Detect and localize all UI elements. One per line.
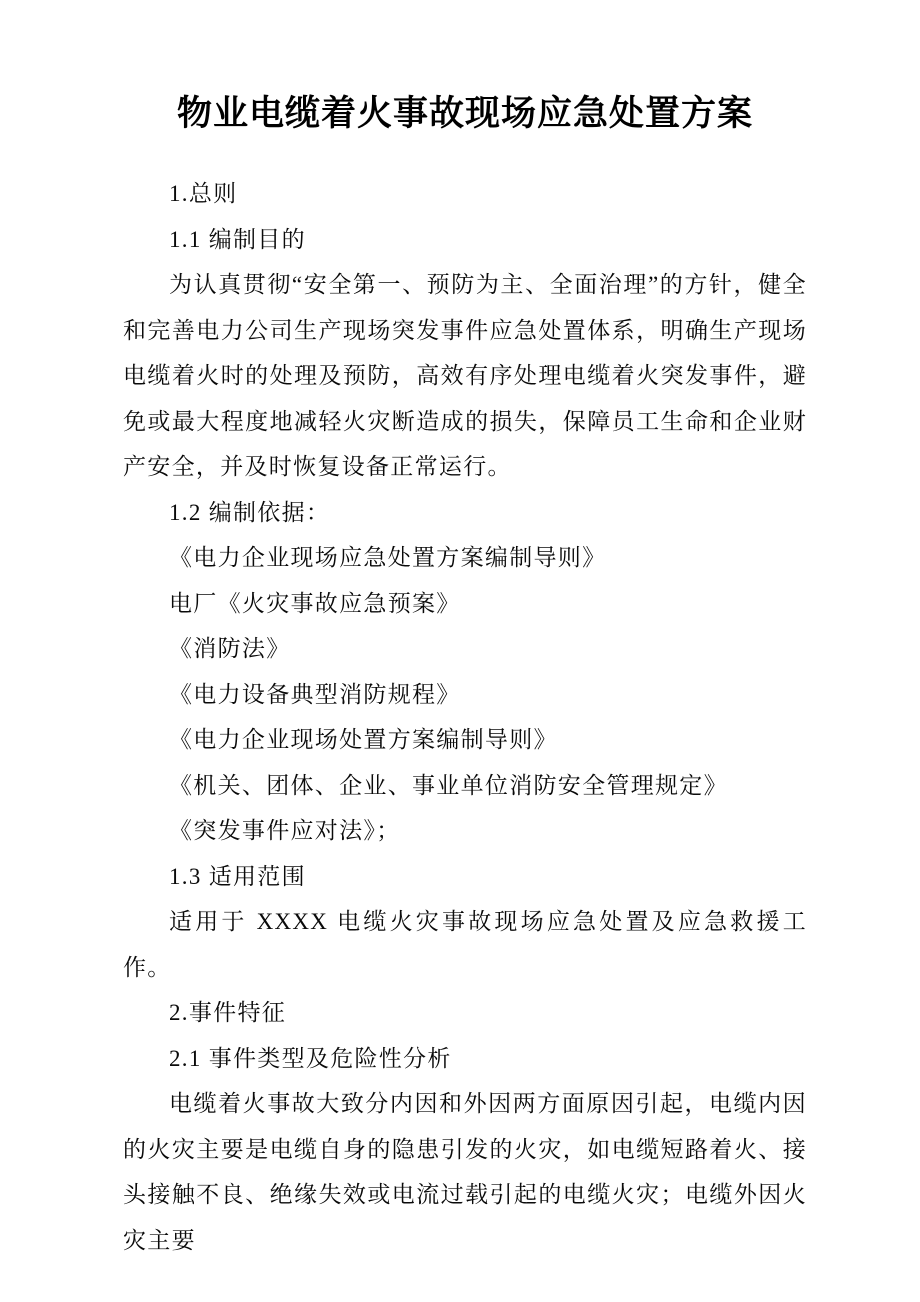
document-paragraph: 为认真贯彻“安全第一、预防为主、全面治理”的方针，健全和完善电力公司生产现场突发事件应急处置体系，明确生产现场电缆着火时的处理及预防，高效有序处理电缆着火突发事件，避免或最大程度地减轻火灾断造成的损失，保障员工生命和企业财产安全，并及时恢复设备正常运行。 bbox=[123, 272, 807, 480]
section-heading: 2.事件特征 bbox=[169, 1000, 287, 1026]
section-heading: 1.3 适用范围 bbox=[169, 863, 306, 889]
document-paragraph: 电缆着火事故大致分内因和外因两方面原因引起，电缆内因的火灾主要是电缆自身的隐患引发的火灾，如电缆短路着火、接头接触不良、绝缘失效或电流过载引起的电缆火灾；电缆外因火灾主要 bbox=[123, 1091, 807, 1253]
reference-item: 《消防法》 bbox=[169, 636, 291, 662]
section-heading: 1.总则 bbox=[169, 181, 238, 207]
section-heading: 1.1 编制目的 bbox=[169, 226, 306, 252]
document-paragraph: 适用于 XXXX 电缆火灾事故现场应急处置及应急救援工作。 bbox=[123, 909, 807, 980]
reference-item: 《机关、团体、企业、事业单位消防安全管理规定》 bbox=[169, 772, 728, 798]
section-heading: 1.2 编制依据： bbox=[169, 499, 331, 525]
document-body bbox=[123, 171, 807, 1263]
reference-item: 《突发事件应对法》； bbox=[169, 818, 401, 844]
reference-item: 《电力企业现场应急处置方案编制导则》 bbox=[169, 545, 607, 571]
reference-item: 《电力设备典型消防规程》 bbox=[169, 681, 461, 707]
section-heading: 2.1 事件类型及危险性分析 bbox=[169, 1045, 452, 1071]
reference-item: 电厂《火灾事故应急预案》 bbox=[169, 590, 461, 616]
reference-item: 《电力企业现场处置方案编制导则》 bbox=[169, 727, 558, 753]
document-title: 物业电缆着火事故现场应急处置方案 bbox=[176, 94, 753, 133]
